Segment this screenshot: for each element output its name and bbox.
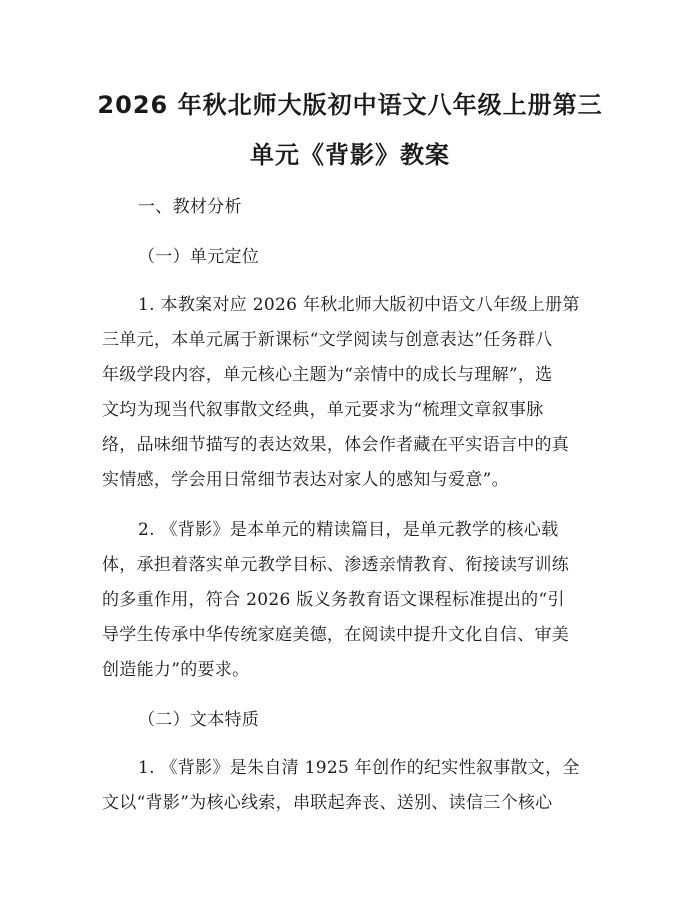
- paragraph-1-line: 三单元，本单元属于新课标“文学阅读与创意表达”任务群八: [102, 330, 553, 350]
- document-title-line-1: 2026 年秋北师大版初中语文八年级上册第三: [97, 91, 603, 119]
- paragraph-1-line: 1. 本教案对应 2026 年秋北师大版初中语文八年级上册第: [138, 295, 580, 315]
- paragraph-2-line: 的多重作用，符合 2026 版义务教育语文课程标准提出的“引: [102, 590, 565, 610]
- paragraph-2-line: 体，承担着落实单元教学目标、渗透亲情教育、衔接读写训练: [102, 555, 570, 575]
- subsection-heading-unit-position: （一）单元定位: [138, 247, 260, 267]
- paragraph-2-line: 创造能力”的要求。: [102, 660, 250, 680]
- paragraph-1-line: 文均为现当代叙事散文经典，单元要求为“梳理文章叙事脉: [102, 400, 544, 420]
- paragraph-1-line: 年级学段内容，单元核心主题为“亲情中的成长与理解”，选: [102, 365, 553, 385]
- paragraph-3-line: 文以“背影”为核心线索，串联起奔丧、送别、读信三个核心: [102, 793, 553, 813]
- paragraph-2-line: 2. 《背影》是本单元的精读篇目，是单元教学的核心载: [138, 520, 559, 540]
- section-heading-analysis: 一、教材分析: [138, 197, 242, 217]
- paragraph-3-line: 1. 《背影》是朱自清 1925 年创作的纪实性叙事散文，全: [138, 758, 580, 778]
- document-title-line-2: 单元《背影》教案: [250, 141, 450, 169]
- paragraph-1-line: 实情感，学会用日常细节表达对家人的感知与爱意”。: [102, 470, 509, 490]
- paragraph-1-line: 络，品味细节描写的表达效果，体会作者藏在平实语言中的真: [102, 435, 570, 455]
- subsection-heading-text-features: （二）文本特质: [138, 710, 260, 730]
- paragraph-2-line: 导学生传承中华传统家庭美德，在阅读中提升文化自信、审美: [102, 625, 570, 645]
